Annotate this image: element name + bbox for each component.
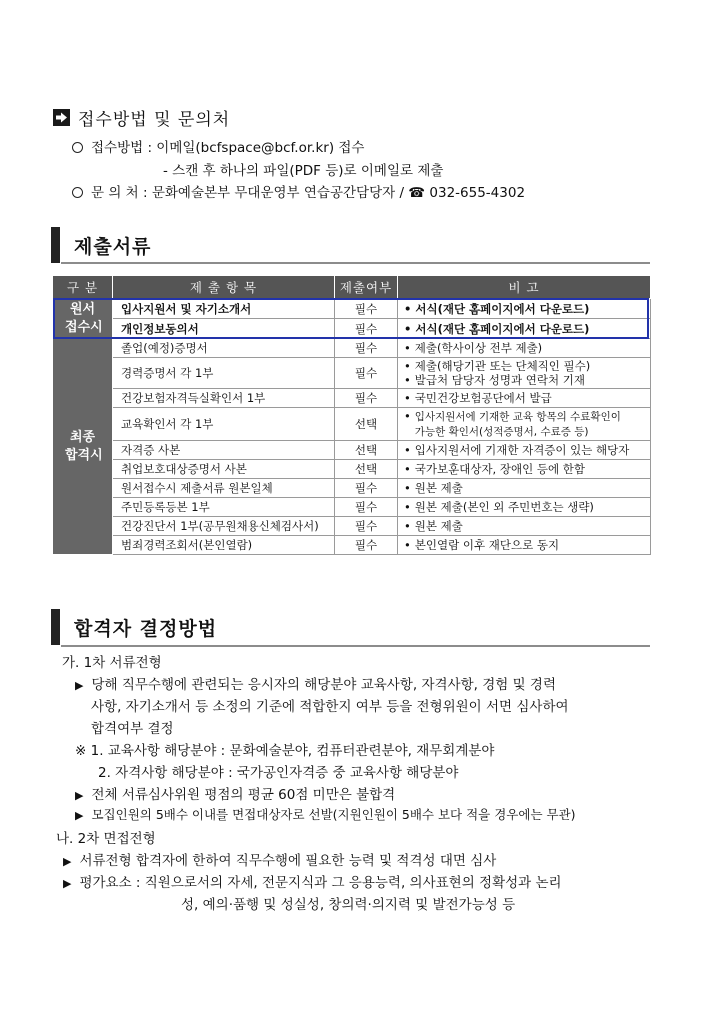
required-cell: 필수	[335, 479, 398, 498]
dot-bullet-icon: •	[404, 409, 411, 423]
notes-cell	[398, 498, 651, 517]
section-bar	[51, 609, 60, 645]
table-row	[53, 536, 651, 555]
triangle-bullet-icon: ▶	[63, 855, 72, 868]
table-row	[53, 498, 651, 517]
triangle-bullet-icon: ▶	[63, 877, 72, 890]
note-text: 본인열람 이후 재단으로 동지	[414, 538, 560, 552]
decision-section-heading	[51, 609, 217, 645]
triangle-bullet-icon: ▶	[75, 789, 84, 802]
notes-cell	[398, 389, 651, 408]
note-text: 원본 제출(본인 외 주민번호는 생략)	[414, 500, 594, 514]
notes-cell	[398, 358, 651, 389]
item-cell: 입사지원서 및 자기소개서	[113, 299, 335, 319]
table-row	[53, 339, 651, 358]
contact-section-heading	[53, 104, 230, 130]
triangle-bullet-icon: ▶	[75, 679, 84, 692]
note-line	[404, 359, 644, 373]
note-text: 서식(재단 홈페이지에서 다운로드)	[415, 301, 590, 316]
note-text: 원본 제출	[414, 519, 463, 533]
stage1-paragraph1	[75, 673, 556, 693]
note-text: 서식(재단 홈페이지에서 다운로드)	[415, 321, 590, 336]
item-cell: 범죄경력조회서(본인열람)	[113, 536, 335, 555]
stage1-p1-line3: 합격여부 결정	[91, 721, 174, 737]
stage1-note2: 2. 자격사항 해당분야 : 국가공인자격증 중 교육사항 해당분야	[98, 765, 459, 781]
required-cell: 필수	[335, 517, 398, 536]
item-cell: 건강보험자격득실확인서 1부	[113, 389, 335, 408]
table-row	[53, 441, 651, 460]
item-cell: 교육확인서 각 1부	[113, 408, 335, 441]
table-row	[53, 479, 651, 498]
note-text: 발급처 담당자 성명과 연락처 기재	[414, 373, 585, 387]
note-line	[404, 462, 644, 476]
note-text: 국가보훈대상자, 장애인 등에 한함	[414, 462, 585, 476]
note-line	[404, 481, 644, 495]
dot-bullet-icon: •	[404, 391, 411, 405]
circle-bullet-icon	[72, 142, 83, 153]
stage1-p1-line1: 당해 직무수행에 관련되는 응시자의 해당분야 교육사항, 자격사항, 경험 및 경력	[91, 677, 556, 693]
note-text: 입사지원서에 기재한 교육 항목의 수료확인이	[414, 411, 621, 423]
col-header-required: 제출여부	[335, 276, 398, 299]
stage1-note1: ※ 1. 교육사항 해당분야 : 문화예술분야, 컴퓨터관련분야, 재무회계분야	[75, 743, 495, 759]
col-header-category: 구 분	[53, 276, 113, 299]
note-line	[404, 500, 644, 514]
item-cell: 취업보호대상증명서 사본	[113, 460, 335, 479]
table-row	[53, 408, 651, 441]
section-bar	[51, 227, 60, 263]
note-text: 원본 제출	[414, 481, 463, 495]
note-text: 제출(학사이상 전부 제출)	[414, 341, 543, 355]
note-text: 가능한 확인서(성적증명서, 수료증 등)	[414, 426, 589, 438]
stage1-p1-line2: 사항, 자기소개서 등 소정의 기준에 적합한지 여부 등을 전형위원이 서면 심사하여	[91, 699, 569, 715]
note-line	[404, 341, 644, 355]
item-cell: 주민등록등본 1부	[113, 498, 335, 517]
dot-bullet-icon: •	[404, 321, 412, 336]
note-text: 제출(해당기관 또는 단체직인 필수)	[414, 359, 591, 373]
notes-cell	[398, 536, 651, 555]
required-cell: 필수	[335, 536, 398, 555]
table-row	[53, 460, 651, 479]
arrow-right-icon	[53, 109, 70, 126]
method-sub-line: - 스캔 후 하나의 파일(PDF 등)로 이메일로 제출	[163, 163, 444, 179]
dot-bullet-icon: •	[404, 341, 411, 355]
method-label: 접수방법 :	[91, 140, 157, 156]
dot-bullet-icon: •	[404, 373, 411, 387]
stage1-paragraph3	[75, 805, 576, 823]
required-cell: 필수	[335, 498, 398, 517]
notes-cell	[398, 479, 651, 498]
note-line	[404, 373, 644, 387]
required-cell: 선택	[335, 460, 398, 479]
category-cell: 원서 접수시	[53, 299, 113, 339]
required-cell: 필수	[335, 339, 398, 358]
method-value: 이메일(bcfspace@bcf.or.kr) 접수	[156, 140, 365, 156]
item-cell: 개인정보동의서	[113, 319, 335, 339]
dot-bullet-icon: •	[404, 462, 411, 476]
stage1-heading: 가. 1차 서류전형	[62, 655, 162, 671]
stage1-p3-text: 모집인원의 5배수 이내를 면접대상자로 선발(지원인원이 5배수 보다 적을 경우에는 무관)	[91, 807, 576, 822]
note-line	[404, 391, 644, 405]
stage2-paragraph2	[63, 871, 562, 891]
dot-bullet-icon: •	[404, 538, 411, 552]
stage1-paragraph2	[75, 783, 395, 803]
notes-cell	[398, 339, 651, 358]
dot-bullet-icon: •	[404, 301, 412, 316]
stage2-p2-line2: 성, 예의·품행 및 성실성, 창의력·의지력 및 발전가능성 등	[181, 897, 516, 913]
section-rule	[61, 645, 650, 647]
decision-section-title: 합격자 결정방법	[74, 617, 218, 640]
documents-section-heading	[51, 227, 151, 263]
note-text: 국민건강보험공단에서 발급	[414, 391, 552, 405]
required-cell: 선택	[335, 441, 398, 460]
section-rule	[61, 262, 650, 264]
inquiry-label: 문 의 처 :	[91, 185, 152, 201]
col-header-item: 제 출 항 목	[113, 276, 335, 299]
dot-bullet-icon: •	[404, 481, 411, 495]
inquiry-line	[72, 181, 525, 201]
stage2-heading: 나. 2차 면접전형	[56, 831, 156, 847]
table-row	[53, 389, 651, 408]
stage1-p2-text: 전체 서류심사위원 평점의 평균 60점 미만은 불합격	[91, 787, 396, 803]
dot-bullet-icon: •	[404, 500, 411, 514]
notes-cell	[398, 460, 651, 479]
note-line	[404, 409, 644, 424]
note-line	[404, 424, 644, 439]
required-cell: 필수	[335, 319, 398, 339]
note-line	[404, 519, 644, 533]
table-header-row	[53, 276, 651, 299]
required-cell: 필수	[335, 358, 398, 389]
category-cell: 최종 합격시	[53, 339, 113, 555]
required-cell: 필수	[335, 389, 398, 408]
stage2-p1-text: 서류전형 합격자에 한하여 직무수행에 필요한 능력 및 적격성 대면 심사	[79, 853, 497, 869]
item-cell: 경력증명서 각 1부	[113, 358, 335, 389]
dot-bullet-icon: •	[404, 443, 411, 457]
stage2-p2-line1: 평가요소 : 직원으로서의 자세, 전문지식과 그 응용능력, 의사표현의 정확성과 논리	[79, 875, 562, 891]
note-line	[404, 538, 644, 552]
item-cell: 건강진단서 1부(공무원채용신체검사서)	[113, 517, 335, 536]
item-cell: 원서접수시 제출서류 원본일체	[113, 479, 335, 498]
dot-bullet-icon: •	[404, 359, 411, 373]
method-line	[72, 136, 364, 156]
inquiry-value: 문화예술본부 무대운영부 연습공간담당자 / ☎ 032-655-4302	[151, 185, 526, 201]
notes-cell	[398, 441, 651, 460]
dot-bullet-icon: •	[404, 519, 411, 533]
notes-cell	[398, 408, 651, 441]
documents-section-title: 제출서류	[74, 235, 152, 258]
table-row	[53, 358, 651, 389]
application-docs-highlight	[53, 298, 649, 339]
required-cell: 필수	[335, 299, 398, 319]
note-line	[404, 443, 644, 457]
stage2-paragraph1	[63, 849, 496, 869]
item-cell: 졸업(예정)증명서	[113, 339, 335, 358]
required-cell: 선택	[335, 408, 398, 441]
circle-bullet-icon	[72, 187, 83, 198]
contact-section-title: 접수방법 및 문의처	[78, 109, 231, 130]
table-row	[53, 517, 651, 536]
triangle-bullet-icon: ▶	[75, 809, 84, 822]
col-header-notes: 비 고	[398, 276, 651, 299]
notes-cell	[398, 517, 651, 536]
note-text: 입사지원서에 기재한 자격증이 있는 해당자	[414, 443, 630, 457]
item-cell: 자격증 사본	[113, 441, 335, 460]
